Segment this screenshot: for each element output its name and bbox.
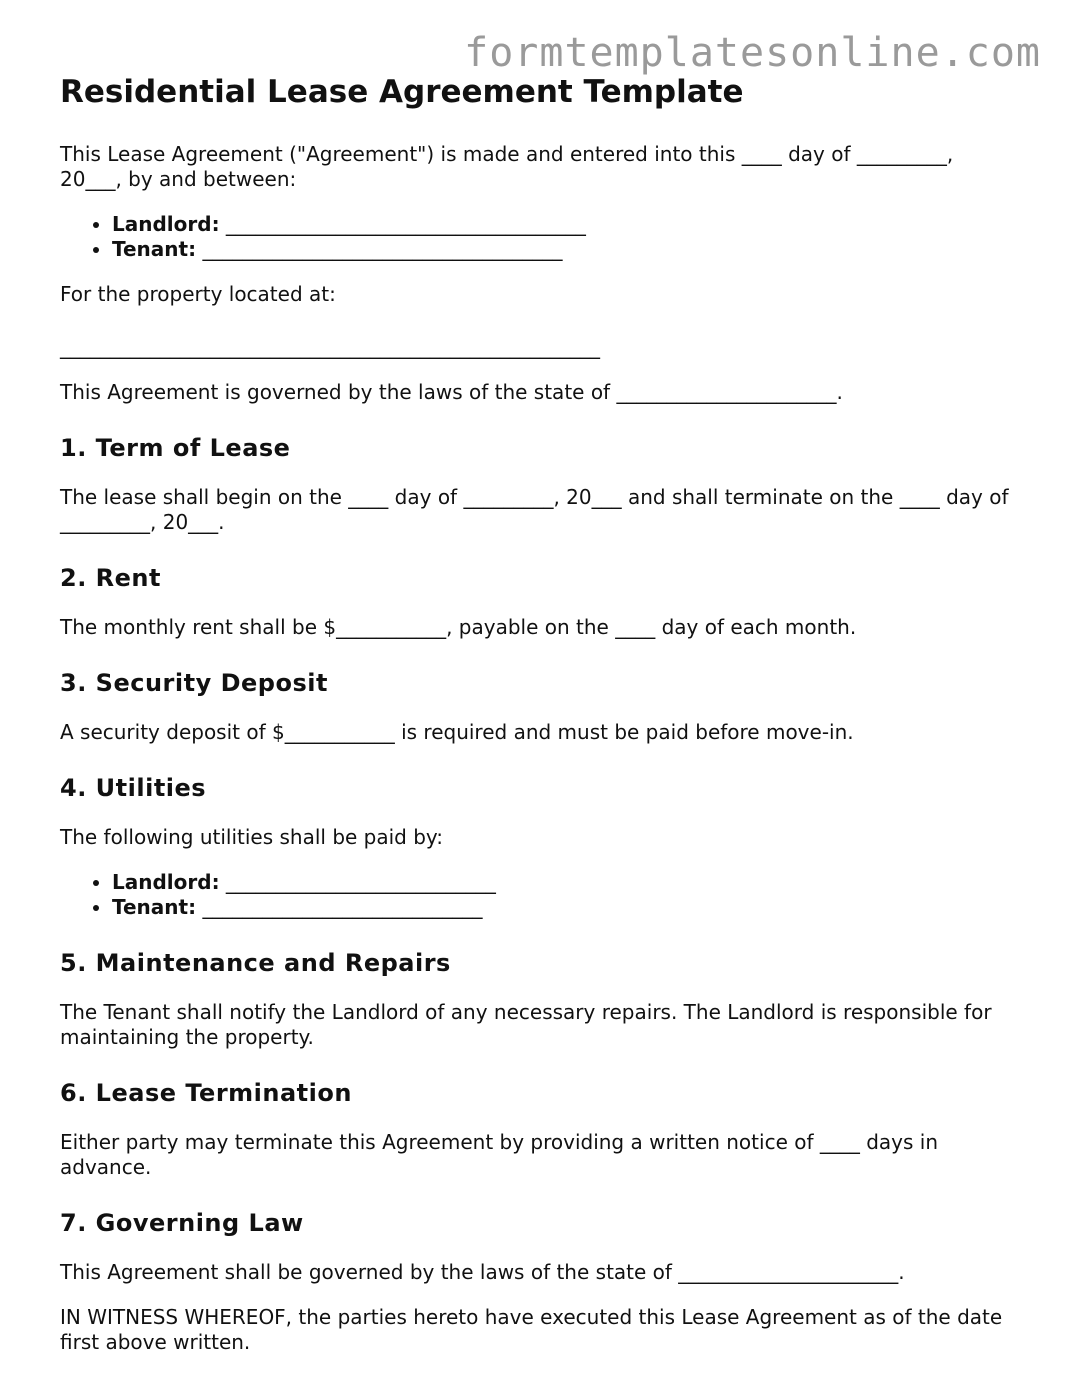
watermark: formtemplatesonline.com: [464, 30, 1041, 76]
party-tenant: [112, 237, 1020, 262]
party-landlord: [112, 212, 1020, 237]
section-text-deposit: A security deposit of $___________ is required and must be paid before move-in.: [60, 720, 854, 744]
document-page: [60, 72, 1020, 1375]
intro-paragraph: This Lease Agreement ("Agreement") is made and entered into this ____ day of _________, 20___, by and between:: [60, 142, 954, 191]
section-heading-governing-law: 7. Governing Law: [60, 1209, 304, 1237]
utilities-tenant: [112, 895, 1020, 920]
party-blank: ____________________________: [196, 895, 483, 919]
section-heading-termination: 6. Lease Termination: [60, 1079, 352, 1107]
witness-paragraph: IN WITNESS WHEREOF, the parties hereto have executed this Lease Agreement as of the date first above written.: [60, 1305, 1003, 1354]
property-address-blank: ______________________________________________________: [60, 335, 600, 359]
section-text-rent: The monthly rent shall be $___________, payable on the ____ day of each month.: [60, 615, 857, 639]
document-title: Residential Lease Agreement Template: [60, 74, 744, 110]
section-text-utilities: The following utilities shall be paid by:: [60, 825, 444, 849]
party-label: Tenant:: [112, 237, 197, 261]
governed-intro: This Agreement is governed by the laws of the state of ______________________.: [60, 380, 843, 404]
parties-list: [60, 212, 1020, 262]
property-label: For the property located at:: [60, 282, 336, 306]
section-heading-rent: 2. Rent: [60, 564, 161, 592]
section-text-termination: Either party may terminate this Agreement by providing a written notice of ____ days in advance.: [60, 1130, 939, 1179]
section-heading-term: 1. Term of Lease: [60, 434, 291, 462]
section-heading-deposit: 3. Security Deposit: [60, 669, 328, 697]
section-heading-maintenance: 5. Maintenance and Repairs: [60, 949, 451, 977]
section-text-governing-law: This Agreement shall be governed by the laws of the state of ______________________.: [60, 1260, 905, 1284]
utilities-list: [60, 870, 1020, 920]
party-blank: ____________________________________: [219, 212, 586, 236]
party-label: Landlord:: [112, 212, 220, 236]
party-blank: ___________________________: [219, 870, 496, 894]
party-label: Landlord:: [112, 870, 220, 894]
utilities-landlord: [112, 870, 1020, 895]
section-text-maintenance: The Tenant shall notify the Landlord of any necessary repairs. The Landlord is responsible for maintaining the property.: [60, 1000, 992, 1049]
party-label: Tenant:: [112, 895, 197, 919]
section-text-term: The lease shall begin on the ____ day of _________, 20___ and shall terminate on the ____ day of _________, 20___.: [60, 485, 1009, 534]
party-blank: ____________________________________: [196, 237, 563, 261]
section-heading-utilities: 4. Utilities: [60, 774, 207, 802]
